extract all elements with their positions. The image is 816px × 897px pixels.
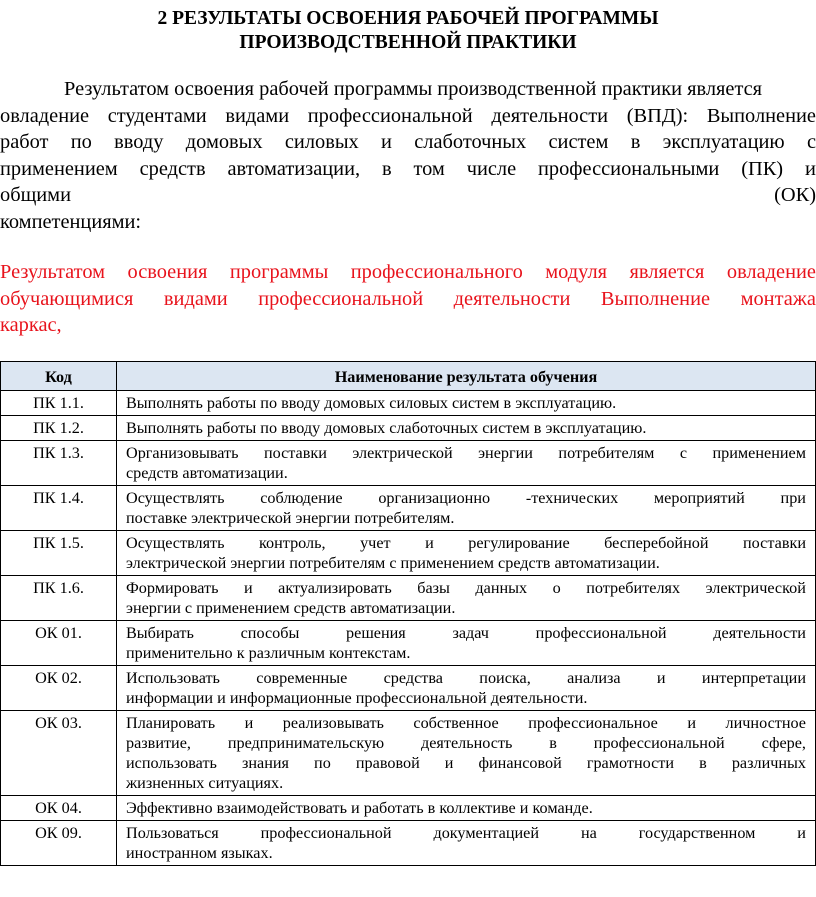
description-line [126, 533, 806, 553]
word: профессиональной [258, 287, 424, 310]
word: анализа [567, 669, 621, 687]
competency-description [117, 821, 816, 866]
word: и [381, 131, 392, 153]
word: базы [417, 579, 450, 597]
competency-code: ПК 1.4. [1, 486, 117, 531]
word: с [679, 444, 688, 462]
table-row [1, 796, 816, 821]
word: деятельности [453, 287, 571, 310]
word: на [580, 824, 597, 842]
table-row [1, 391, 816, 416]
word: вводу [114, 131, 164, 153]
word: о [552, 579, 561, 597]
competency-code: ПК 1.5. [1, 531, 117, 576]
description-line [126, 823, 806, 843]
word: является [629, 261, 705, 283]
table-row [1, 441, 816, 486]
competency-description [117, 576, 816, 621]
table-row [1, 576, 816, 621]
word: средств [139, 157, 206, 180]
word: данных [475, 579, 528, 597]
word: потребителях [586, 579, 681, 597]
table-row [1, 486, 816, 531]
description-line: энергии с применением средств автоматизации. [126, 599, 456, 617]
heading-line-1: 2 РЕЗУЛЬТАТЫ ОСВОЕНИЯ РАБОЧЕЙ ПРОГРАММЫ [157, 8, 659, 29]
section-heading [0, 7, 816, 55]
word: систем [548, 131, 609, 153]
results-table [0, 361, 816, 866]
word: энергии [478, 444, 533, 462]
table-row [1, 821, 816, 866]
table-body [1, 391, 816, 866]
header-result: Наименование результата обучения [117, 362, 816, 391]
word: при [780, 489, 806, 507]
description-line [126, 713, 806, 733]
description-line [126, 733, 806, 753]
competency-description [117, 486, 816, 531]
module-line-1 [0, 259, 816, 286]
word: потребителям [558, 444, 655, 462]
intro-line-1: Результатом освоения рабочей программы производственной практики является [64, 78, 763, 100]
table-row [1, 666, 816, 711]
word: правовой [355, 754, 420, 772]
word: (ОК) [774, 184, 816, 206]
word: и [804, 157, 816, 180]
word: (ПК) [741, 157, 784, 180]
word: (ВПД): [626, 104, 689, 127]
word: и [444, 754, 454, 772]
competency-code: ПК 1.1. [1, 391, 117, 416]
word: видами [225, 104, 290, 127]
intro-line-2 [0, 103, 816, 130]
word: и [244, 714, 254, 732]
word: Использовать [126, 669, 220, 687]
word: интерпретации [701, 669, 806, 687]
description-line: электрической энергии потребителям с применением средств автоматизации. [126, 554, 660, 572]
word: документацией [433, 824, 540, 842]
word: эксплуатацию [662, 131, 785, 153]
competency-code: ОК 04. [1, 796, 117, 821]
word: применением [0, 157, 118, 180]
word: поставки [263, 444, 327, 462]
word: Результатом [0, 261, 106, 283]
word: электрической [352, 444, 453, 462]
word: и [425, 534, 434, 552]
competency-description [117, 441, 816, 486]
word: в [549, 734, 557, 752]
word: видами [163, 287, 228, 310]
word: регулирование [468, 534, 570, 552]
word: овладение [0, 104, 90, 127]
word: контроль, [259, 534, 326, 552]
word: освоения [127, 261, 208, 283]
word: средства [383, 669, 443, 687]
competency-description [117, 666, 816, 711]
word: в [699, 754, 707, 772]
word: деятельности [713, 624, 806, 642]
word: реализовывать [282, 714, 384, 732]
word: Планировать [126, 714, 216, 732]
competency-description [117, 796, 816, 821]
word: знания [241, 754, 289, 772]
word: организационно [378, 489, 491, 507]
competency-code: ОК 03. [1, 711, 117, 796]
competency-code: ОК 09. [1, 821, 117, 866]
word: студентами [107, 104, 207, 127]
competency-code: ПК 1.2. [1, 416, 117, 441]
description-line: средств автоматизации. [126, 464, 288, 482]
competency-description [117, 621, 816, 666]
description-line: Выполнять работы по вводу домовых слаботочных систем в эксплуатацию. [126, 419, 647, 437]
table-row [1, 416, 816, 441]
word: профессиональной [260, 824, 392, 842]
word: профессиональное [528, 714, 658, 732]
description-line: Эффективно взаимодействовать и работать в коллективе и команде. [126, 799, 593, 817]
module-line-2 [0, 286, 816, 313]
word: финансовой [478, 754, 562, 772]
word: работ [0, 131, 49, 153]
word: собственное [413, 714, 499, 732]
word: деятельности [491, 104, 609, 127]
word: личностное [725, 714, 806, 732]
table-row [1, 711, 816, 796]
description-line [126, 753, 806, 773]
word: -технических [525, 489, 619, 507]
description-line: жизненных ситуациях. [126, 774, 284, 792]
heading-line-2: ПРОИЗВОДСТВЕННОЙ ПРАКТИКИ [239, 32, 577, 53]
word: профессиональными [538, 157, 720, 180]
intro-paragraph [0, 76, 816, 235]
intro-line-4 [0, 156, 816, 183]
module-line-3: каркас, [0, 314, 62, 336]
word: Организовывать [126, 444, 239, 462]
word: применением [712, 444, 806, 462]
word: силовых [284, 131, 359, 153]
table-row [1, 621, 816, 666]
word: Выполнение [600, 287, 711, 310]
word: электрической [705, 579, 806, 597]
word: числе [466, 157, 517, 180]
intro-line-5 [0, 182, 816, 209]
word: автоматизации, [227, 157, 361, 180]
word: решения [346, 624, 406, 642]
word: и [656, 669, 666, 687]
word: сфере, [761, 734, 806, 752]
word: программы [229, 261, 329, 283]
competency-description [117, 711, 816, 796]
competency-code: ПК 1.3. [1, 441, 117, 486]
word: различных [731, 754, 806, 772]
table-row [1, 531, 816, 576]
competency-code: ОК 01. [1, 621, 117, 666]
competency-description [117, 416, 816, 441]
intro-line-3 [0, 129, 816, 156]
word: Осуществлять [126, 489, 225, 507]
word: и [243, 579, 253, 597]
description-line [126, 668, 806, 688]
competency-description [117, 391, 816, 416]
header-code: Код [1, 362, 117, 391]
word: предпринимательскую [227, 734, 385, 752]
word: общими [0, 184, 71, 206]
word: развитие, [126, 734, 191, 752]
description-line: информации и информационные профессиональной деятельности. [126, 689, 588, 707]
word: домовых [185, 131, 263, 153]
word: бесперебойной [604, 534, 709, 552]
word: государственном [638, 824, 756, 842]
word: задач [452, 624, 489, 642]
word: профессиональной [307, 104, 473, 127]
word: Осуществлять [126, 534, 225, 552]
word: грамотности [586, 754, 675, 772]
description-line [126, 443, 806, 463]
intro-line-6: компетенциями: [0, 210, 142, 233]
word: Пользоваться [126, 824, 219, 842]
word: поставки [743, 534, 806, 552]
description-line [126, 623, 806, 643]
word: с [806, 131, 816, 153]
word: Формировать [126, 579, 219, 597]
word: Выполнение [706, 104, 816, 127]
word: монтажа [740, 287, 816, 310]
word: поиска, [479, 669, 531, 687]
table-header-row [1, 362, 816, 391]
description-line [126, 488, 806, 508]
word: использовать [126, 754, 217, 772]
word: профессиональной [535, 624, 667, 642]
word: способы [240, 624, 300, 642]
word: овладение [726, 261, 816, 283]
word: по [314, 754, 331, 772]
word: актуализировать [278, 579, 392, 597]
word: обучающимися [0, 287, 134, 310]
word: том [413, 157, 445, 180]
word: модуля [545, 261, 608, 283]
description-line: применительно к различным контекстам. [126, 644, 411, 662]
word: мероприятий [653, 489, 745, 507]
competency-code: ОК 02. [1, 666, 117, 711]
word: учет [360, 534, 391, 552]
competency-description [117, 531, 816, 576]
description-line: Выполнять работы по вводу домовых силовых систем в эксплуатацию. [126, 394, 617, 412]
word: профессионального [350, 261, 523, 283]
word: современные [256, 669, 348, 687]
word: слаботочных [414, 131, 527, 153]
word: по [70, 131, 92, 153]
description-line [126, 578, 806, 598]
module-paragraph [0, 259, 816, 339]
word: Выбирать [126, 624, 194, 642]
word: и [797, 824, 806, 842]
word: профессиональной [593, 734, 725, 752]
word: в [381, 157, 392, 180]
description-line: иностранном языках. [126, 844, 273, 862]
word: и [687, 714, 697, 732]
competency-code: ПК 1.6. [1, 576, 117, 621]
word: соблюдение [260, 489, 343, 507]
word: деятельность [421, 734, 513, 752]
description-line: поставке электрической энергии потребителям. [126, 509, 455, 527]
word: в [630, 131, 641, 153]
